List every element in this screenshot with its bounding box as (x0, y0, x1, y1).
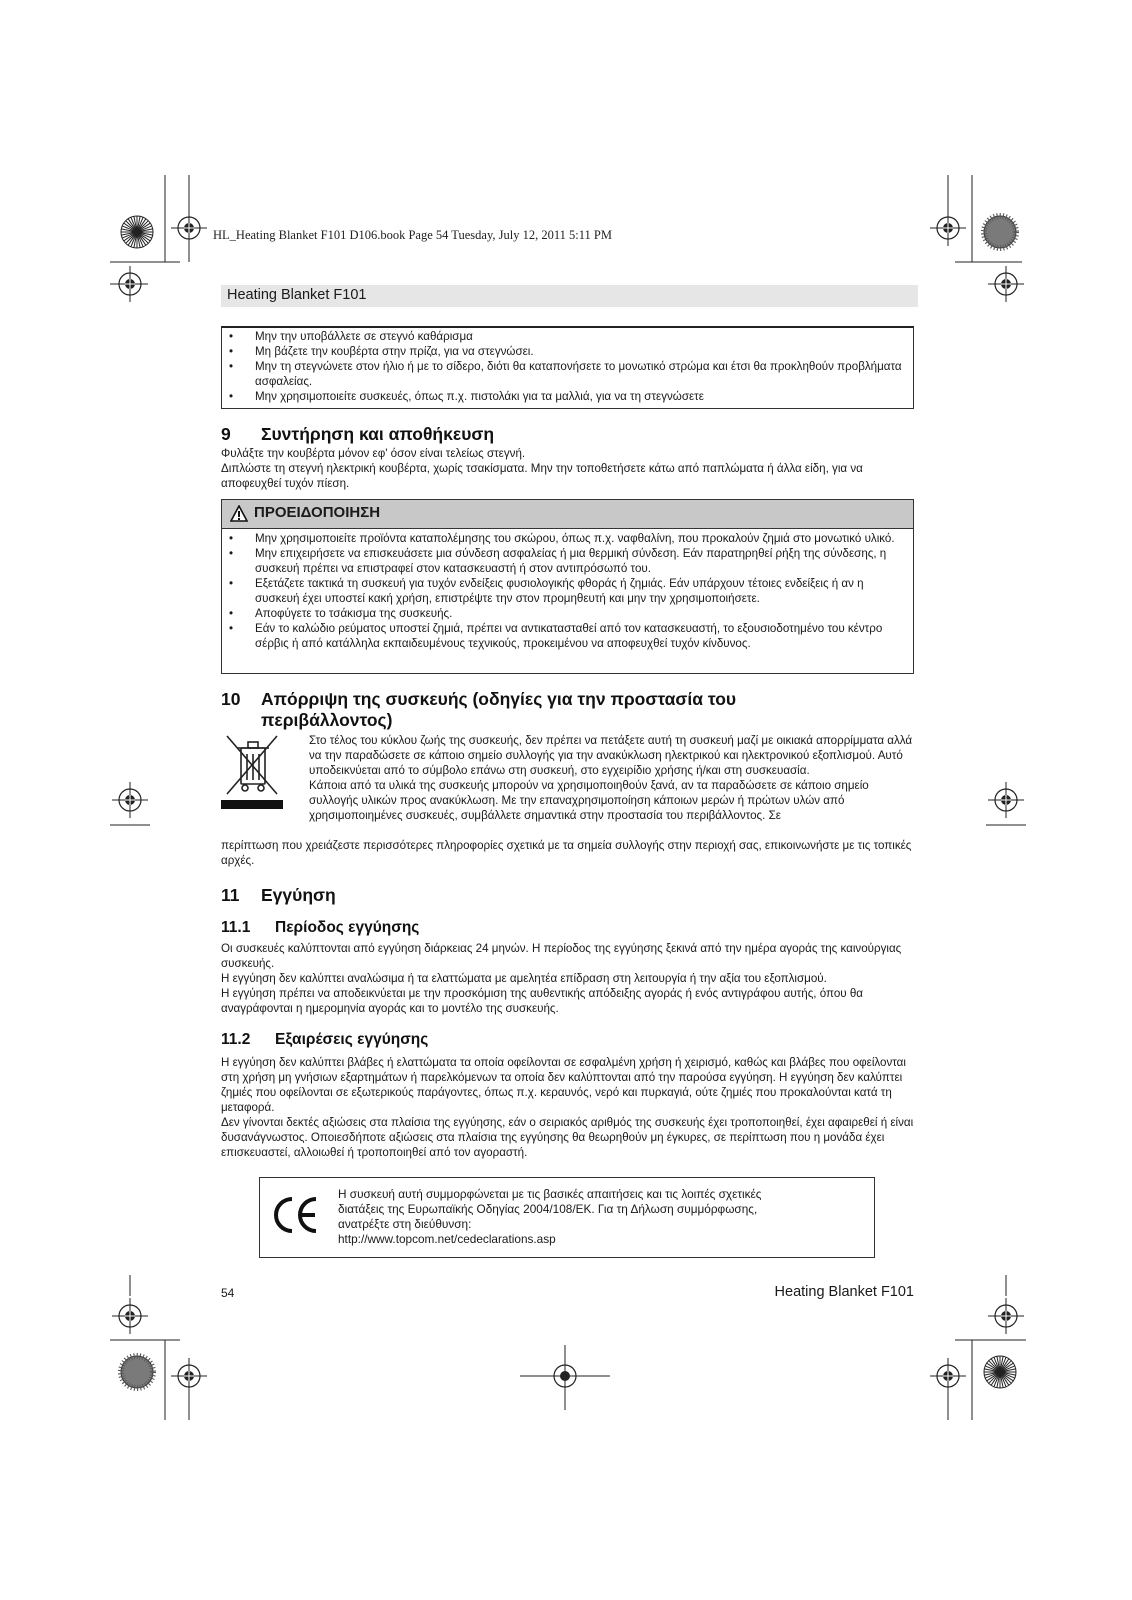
list-item: • Αποφύγετε το τσάκισμα της συσκευής. (222, 606, 913, 621)
paragraph: Οι συσκευές καλύπτονται από εγγύηση διάρκειας 24 μηνών. Η περίοδος της εγγύησης ξεκινά από την ημέρα αγοράς της καινούργιας συσκευής. (221, 942, 902, 970)
ce-line: ανατρέξτε στη διεύθυνση: (338, 1217, 472, 1231)
warning-list (222, 529, 913, 651)
subsection-number: 11.1 (221, 919, 251, 936)
ce-line: διατάξεις της Ευρωπαϊκής Οδηγίας 2004/108/ΕΚ. Για τη Δήλωση συμμόρφωσης, (338, 1202, 758, 1216)
ce-mark-icon (272, 1195, 320, 1235)
warning-header (222, 500, 913, 529)
section-number: 9 (221, 424, 231, 444)
list-item: • Μην χρησιμοποιείτε προϊόντα καταπολέμησης του σκώρου, όπως π.χ. ναφθαλίνη, που προκαλούν ζημιά στο μονωτικό υλικό. (222, 531, 913, 546)
paragraph: Η εγγύηση πρέπει να αποδεικνύεται με την προσκόμιση της αυθεντικής απόδειξης αγοράς ή ενός αντιγράφου αυτής, όπου θα αναγράφονται η ημερομηνία αγοράς και το μοντέλο της συσκευής. (221, 987, 864, 1015)
list-item: • Μην την υποβάλλετε σε στεγνό καθάρισμα (222, 329, 913, 344)
section-11-heading (221, 885, 336, 906)
list-item: • Εξετάζετε τακτικά τη συσκευή για τυχόν ενδείξεις φυσιολογικής φθοράς ή ζημιάς. Εάν υπάρχουν τέτοιες ενδείξεις ή αν η συσκευή έχει υποστεί κακή χρήση, επιστρέψτε την στον προμηθευτή και μην την χρησιμοποιήσετε. (222, 576, 913, 606)
list-item: • Μην επιχειρήσετε να επισκευάσετε μια σύνδεση ασφαλείας ή μια θερμική σύνδεση. Εάν παρατηρηθεί ρήξη της σύνδεσης, η συσκευή πρέπει να επιστραφεί στον κατασκευαστή ή στον αντιπρόσωπό του. (222, 546, 913, 576)
ce-declaration-text (338, 1187, 868, 1247)
drying-instructions-list (222, 328, 913, 404)
list-item: • Εάν το καλώδιο ρεύματος υποστεί ζημιά, πρέπει να αντικατασταθεί από τον κατασκευαστή, το εξουσιοδοτημένο του κέντρο σέρβις ή από κατάλληλα εκπαιδευμένους τεχνικούς, προκειμένου να αποφευχθεί τυχόν κίνδυνος. (222, 621, 913, 651)
ce-url: http://www.topcom.net/cedeclarations.asp (338, 1232, 556, 1246)
list-item: • Μην τη στεγνώνετε στον ήλιο ή με το σίδερο, διότι θα καταπονήσετε το μονωτικό στρώμα και έτσι θα προκληθούν προβλήματα ασφαλείας. (222, 359, 913, 389)
section-11-2-text (221, 1055, 916, 1160)
section-9-text (221, 446, 916, 491)
paragraph: Δεν γίνονται δεκτές αξιώσεις στα πλαίσια της εγγύησης, εάν ο σειριακός αριθμός της συσκευής έχει τροποποιηθεί, έχει αφαιρεθεί ή είναι δυσανάγνωστος. Οποιεσδήποτε αξιώσεις στα πλαίσια της εγγύησης θα θεωρηθούν μη έγκυρες, σε περίπτωση που η μονάδα έχει επισκευαστεί, αλλοιωθεί ή τροποποιηθεί από τον αγοραστή. (221, 1116, 914, 1159)
section-11-1-text (221, 941, 916, 1016)
paragraph: Φυλάξτε την κουβέρτα μόνον εφ' όσον είναι τελείως στεγνή. (221, 447, 526, 460)
page-number: 54 (221, 1286, 235, 1300)
section-11-1-heading (221, 919, 419, 937)
section-title: Απόρριψη της συσκευής (οδηγίες για την προστασία του (261, 689, 737, 709)
header-title: Heating Blanket F101 (227, 287, 367, 303)
section-10-text (309, 733, 915, 823)
paragraph: Η εγγύηση δεν καλύπτει αναλώσιμα ή τα ελαττώματα με αμελητέα επίδραση στη λειτουργία ή την αξία του εξοπλισμού. (221, 972, 827, 985)
print-slug: HL_Heating Blanket F101 D106.book Page 54 Tuesday, July 12, 2011 5:11 PM (213, 228, 612, 242)
paragraph: Διπλώστε τη στεγνή ηλεκτρική κουβέρτα, χωρίς τσακίσματα. Μην την τοποθετήσετε κάτω από παπλώματα ή άλλα είδη, για να αποφευχθεί τυχόν πίεση. (221, 462, 863, 490)
warning-title: ΠΡΟΕΙΔΟΠΟΙΗΣΗ (254, 504, 381, 521)
weee-bin-icon (221, 730, 283, 810)
ce-line: Η συσκευή αυτή συμμορφώνεται με τις βασικές απαιτήσεις και τις λοιπές σχετικές (338, 1187, 762, 1201)
section-title: Συντήρηση και αποθήκευση (261, 424, 495, 444)
subsection-title: Περίοδος εγγύησης (275, 919, 420, 936)
warning-box (221, 499, 914, 674)
running-header (221, 285, 918, 307)
section-title-continued: περιβάλλοντος) (261, 710, 393, 730)
subsection-title: Εξαιρέσεις εγγύησης (275, 1031, 429, 1048)
footer-title: Heating Blanket F101 (774, 1284, 914, 1300)
section-title: Εγγύηση (261, 885, 336, 905)
drying-instructions-box (221, 326, 914, 409)
section-10-text-continued: περίπτωση που χρειάζεστε περισσότερες πληροφορίες σχετικά με τα σημεία συλλογής στην περιοχή σας, επικοινωνήστε με τις τοπικές αρχές. (221, 839, 912, 867)
paragraph: Κάποια από τα υλικά της συσκευής μπορούν να χρησιμοποιηθούν ξανά, αν τα παραδώσετε σε κάποιο σημείο συλλογής υλικών προς ανακύκλωση. Με την επαναχρησιμοποίηση κάποιων μερών ή πρώτων υλών από χρησιμοποιημένες συσκευές, συμβάλλετε σημαντικά στην προστασία του περιβάλλοντος. Σε (309, 779, 869, 822)
list-item: • Μην χρησιμοποιείτε συσκευές, όπως π.χ. πιστολάκι για τα μαλλιά, για να τη στεγνώσετε (222, 389, 913, 404)
section-10-heading (221, 689, 736, 731)
section-number: 10 (221, 689, 241, 709)
section-9-heading (221, 424, 494, 445)
paragraph: Στο τέλος του κύκλου ζωής της συσκευής, δεν πρέπει να πετάξετε αυτή τη συσκευή μαζί με οικιακά απορρίμματα αλλά να την παραδώσετε σε κάποιο σημείο συλλογής για την ανακύκλωση ηλεκτρικού και ηλεκτρονικού εξοπλισμού. Αυτό υποδεικνύεται από το σύμβολο επάνω στη συσκευή, στο εγχειρίδιο χρήσης ή/και στη συσκευασία. (309, 734, 913, 777)
warning-icon (230, 505, 248, 522)
subsection-number: 11.2 (221, 1031, 251, 1048)
section-11-2-heading (221, 1031, 428, 1049)
list-item: • Μη βάζετε την κουβέρτα στην πρίζα, για να στεγνώσει. (222, 344, 913, 359)
paragraph: Η εγγύηση δεν καλύπτει βλάβες ή ελαττώματα τα οποία οφείλονται σε εσφαλμένη χρήση ή χειρισμό, καθώς και βλάβες που οφείλονται στη χρήση μη γνήσιων εξαρτημάτων ή παρελκόμενων τα οποία δεν καλύπτονται από την παρούσα εγγύηση. Η εγγύηση δεν καλύπτει ζημιές που οφείλονται σε εξωτερικούς παράγοντες, όπως π.χ. κεραυνός, νερό και πυρκαγιά, ούτε ζημιές που προκαλούνται κατά τη μεταφορά. (221, 1056, 906, 1114)
section-number: 11 (221, 885, 240, 905)
